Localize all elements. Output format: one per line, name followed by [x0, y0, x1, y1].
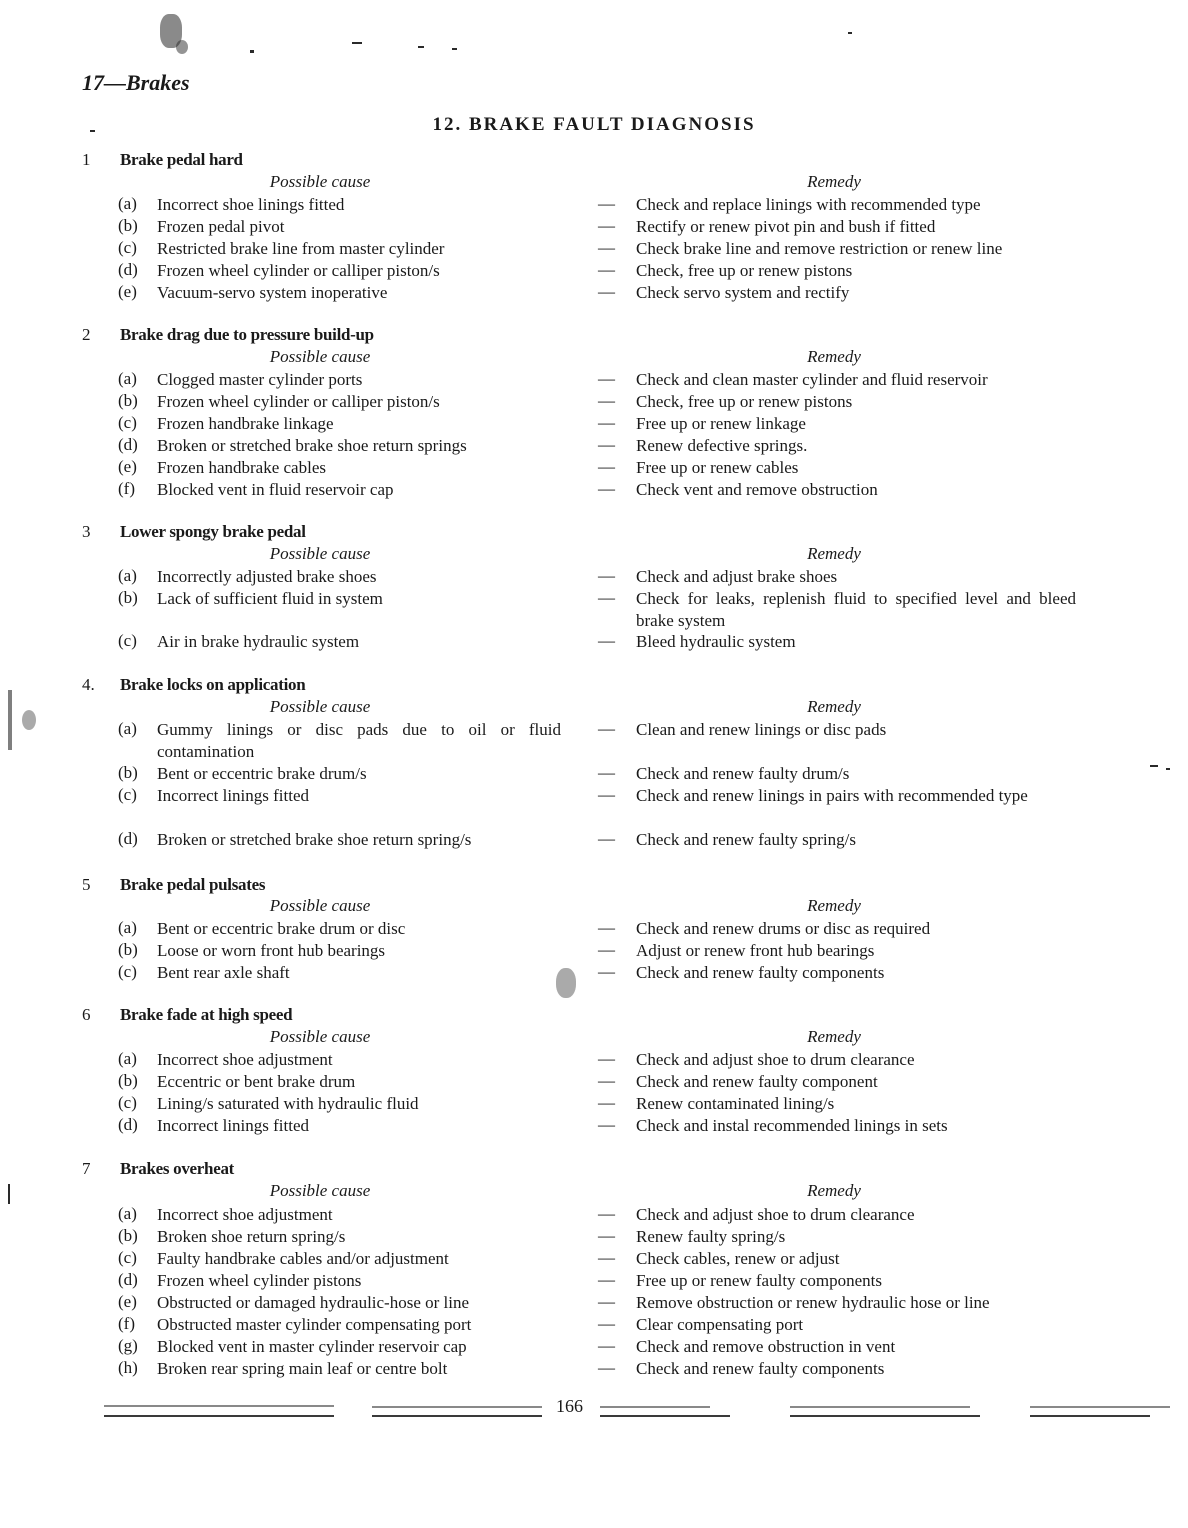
item-dash: —	[598, 1115, 615, 1134]
item-remedy: Check and clean master cylinder and fluid reservoir	[636, 370, 988, 389]
item-letter: (c)	[118, 631, 137, 650]
item-dash: —	[598, 1336, 615, 1355]
item-letter: (c)	[118, 1093, 137, 1112]
item-dash: —	[598, 785, 615, 804]
item-cause: Broken rear spring main leaf or centre bolt	[157, 1359, 448, 1378]
fault-number: 6	[82, 1005, 91, 1024]
item-cause: Bent or eccentric brake drum or disc	[157, 919, 406, 938]
item-letter: (b)	[118, 1226, 138, 1245]
item-letter: (e)	[118, 282, 137, 301]
item-dash: —	[598, 719, 615, 738]
item-cause: Frozen wheel cylinder or calliper piston/s	[157, 261, 440, 280]
item-remedy: Rectify or renew pivot pin and bush if fitted	[636, 217, 936, 236]
item-dash: —	[598, 216, 615, 235]
item-dash: —	[598, 479, 615, 498]
item-letter: (c)	[118, 1248, 137, 1267]
item-cause: Air in brake hydraulic system	[157, 632, 360, 651]
fault-number: 7	[82, 1159, 91, 1178]
item-dash: —	[598, 457, 615, 476]
item-remedy: Check and adjust shoe to drum clearance	[636, 1050, 915, 1069]
item-dash: —	[598, 369, 615, 388]
item-dash: —	[598, 588, 615, 607]
item-dash: —	[598, 940, 615, 959]
item-remedy: Check and renew faulty components	[636, 1359, 885, 1378]
item-remedy: Free up or renew faulty components	[636, 1271, 882, 1290]
fault-number: 3	[82, 522, 91, 541]
item-letter: (b)	[118, 1071, 138, 1090]
item-letter: (g)	[118, 1336, 138, 1355]
item-cause: Restricted brake line from master cylinder	[157, 239, 445, 258]
section-title: 12. BRAKE FAULT DIAGNOSIS	[432, 114, 756, 135]
item-dash: —	[598, 282, 615, 301]
item-letter: (b)	[118, 763, 138, 782]
item-letter: (b)	[118, 588, 138, 607]
remedy-label: Remedy	[807, 347, 861, 366]
item-remedy: Check brake line and remove restriction or renew line	[636, 239, 1003, 258]
item-cause: Clogged master cylinder ports	[157, 370, 363, 389]
item-dash: —	[598, 1226, 615, 1245]
possible-cause-label: Possible cause	[269, 697, 371, 716]
item-cause: Frozen handbrake cables	[157, 458, 326, 477]
item-remedy: Clean and renew linings or disc pads	[636, 720, 887, 739]
item-remedy: Adjust or renew front hub bearings	[636, 941, 875, 960]
item-cause: Lack of sufficient fluid in system	[157, 589, 383, 608]
fault-number: 2	[82, 325, 91, 344]
item-letter: (a)	[118, 719, 137, 738]
item-dash: —	[598, 962, 615, 981]
possible-cause-label: Possible cause	[269, 544, 371, 563]
item-cause: Incorrect shoe adjustment	[157, 1050, 333, 1069]
possible-cause-label: Possible cause	[269, 1027, 371, 1046]
item-letter: (a)	[118, 566, 137, 585]
item-dash: —	[598, 1292, 615, 1311]
fault-title: Brake pedal hard	[120, 150, 243, 169]
item-remedy: Check and renew drums or disc as required	[636, 919, 931, 938]
item-cause: Bent rear axle shaft	[157, 963, 290, 982]
item-letter: (d)	[118, 435, 138, 454]
item-remedy: Renew contaminated lining/s	[636, 1094, 835, 1113]
item-letter: (a)	[118, 1049, 137, 1068]
item-remedy: Check and renew faulty drum/s	[636, 764, 850, 783]
item-dash: —	[598, 238, 615, 257]
item-letter: (c)	[118, 962, 137, 981]
item-cause: Frozen wheel cylinder or calliper piston/s	[157, 392, 440, 411]
item-remedy: Check, free up or renew pistons	[636, 392, 853, 411]
item-letter: (f)	[118, 479, 135, 498]
item-dash: —	[598, 1248, 615, 1267]
item-letter: (a)	[118, 194, 137, 213]
remedy-label: Remedy	[807, 1027, 861, 1046]
item-remedy: Check and replace linings with recommended type	[636, 195, 981, 214]
item-remedy: Free up or renew linkage	[636, 414, 806, 433]
item-dash: —	[598, 435, 615, 454]
item-cause: Incorrect shoe linings fitted	[157, 195, 345, 214]
item-remedy: Check cables, renew or adjust	[636, 1249, 840, 1268]
possible-cause-label: Possible cause	[269, 1181, 371, 1200]
item-cause: Eccentric or bent brake drum	[157, 1072, 356, 1091]
item-cause: Vacuum-servo system inoperative	[157, 283, 388, 302]
item-cause: Loose or worn front hub bearings	[157, 941, 386, 960]
item-dash: —	[598, 260, 615, 279]
item-dash: —	[598, 413, 615, 432]
item-remedy: Free up or renew cables	[636, 458, 799, 477]
item-dash: —	[598, 829, 615, 848]
item-remedy: Check and renew faulty spring/s	[636, 830, 856, 849]
fault-title: Brake drag due to pressure build-up	[120, 325, 374, 344]
item-letter: (a)	[118, 369, 137, 388]
item-cause: Broken or stretched brake shoe return springs	[157, 436, 467, 455]
fault-number: 5	[82, 875, 91, 894]
remedy-label: Remedy	[807, 544, 861, 563]
item-letter: (c)	[118, 413, 137, 432]
item-cause: Bent or eccentric brake drum/s	[157, 764, 367, 783]
item-letter: (e)	[118, 1292, 137, 1311]
item-cause: Broken shoe return spring/s	[157, 1227, 346, 1246]
item-remedy: Remove obstruction or renew hydraulic hose or line	[636, 1293, 990, 1312]
item-letter: (a)	[118, 1204, 137, 1223]
item-remedy: Check and remove obstruction in vent	[636, 1337, 896, 1356]
item-dash: —	[598, 194, 615, 213]
item-cause: Obstructed master cylinder compensating port	[157, 1315, 472, 1334]
item-dash: —	[598, 1204, 615, 1223]
item-dash: —	[598, 1358, 615, 1377]
fault-title: Brake fade at high speed	[120, 1005, 293, 1024]
item-cause: Broken or stretched brake shoe return spring/s	[157, 830, 472, 849]
fault-number: 4.	[82, 675, 95, 694]
item-remedy: Renew faulty spring/s	[636, 1227, 786, 1246]
item-dash: —	[598, 391, 615, 410]
item-dash: —	[598, 631, 615, 650]
item-letter: (c)	[118, 785, 137, 804]
item-letter: (d)	[118, 1115, 138, 1134]
fault-number: 1	[82, 150, 91, 169]
item-dash: —	[598, 1270, 615, 1289]
item-dash: —	[598, 1049, 615, 1068]
item-letter: (a)	[118, 918, 137, 937]
possible-cause-label: Possible cause	[269, 896, 371, 915]
remedy-label: Remedy	[807, 697, 861, 716]
item-letter: (b)	[118, 391, 138, 410]
item-letter: (d)	[118, 829, 138, 848]
item-cause: Incorrect linings fitted	[157, 786, 310, 805]
item-cause: Gummy linings or disc pads due to oil or fluid contamination	[157, 720, 561, 761]
item-remedy: Check for leaks, replenish fluid to specified level and bleed brake system	[636, 589, 1076, 630]
item-letter: (c)	[118, 238, 137, 257]
item-cause: Lining/s saturated with hydraulic fluid	[157, 1094, 419, 1113]
item-cause: Faulty handbrake cables and/or adjustment	[157, 1249, 449, 1268]
item-letter: (b)	[118, 216, 138, 235]
item-remedy: Check and adjust shoe to drum clearance	[636, 1205, 915, 1224]
item-dash: —	[598, 1071, 615, 1090]
page-number: 166	[556, 1396, 583, 1416]
fault-title: Brake pedal pulsates	[120, 875, 266, 894]
remedy-label: Remedy	[807, 172, 861, 191]
item-letter: (d)	[118, 1270, 138, 1289]
item-cause: Obstructed or damaged hydraulic-hose or line	[157, 1293, 470, 1312]
item-cause: Blocked vent in fluid reservoir cap	[157, 480, 394, 499]
item-dash: —	[598, 918, 615, 937]
item-dash: —	[598, 1093, 615, 1112]
item-remedy: Check vent and remove obstruction	[636, 480, 878, 499]
item-dash: —	[598, 566, 615, 585]
possible-cause-label: Possible cause	[269, 172, 371, 191]
item-cause: Incorrect linings fitted	[157, 1116, 310, 1135]
fault-title: Brake locks on application	[120, 675, 306, 694]
item-remedy: Check and instal recommended linings in sets	[636, 1116, 948, 1135]
item-cause: Frozen wheel cylinder pistons	[157, 1271, 362, 1290]
item-remedy: Check and renew faulty components	[636, 963, 885, 982]
item-cause: Incorrect shoe adjustment	[157, 1205, 333, 1224]
fault-title: Lower spongy brake pedal	[120, 522, 306, 541]
item-dash: —	[598, 1314, 615, 1333]
item-cause: Frozen handbrake linkage	[157, 414, 334, 433]
chapter-header: 17—Brakes	[82, 70, 190, 95]
item-remedy: Check and renew faulty component	[636, 1072, 878, 1091]
item-cause: Incorrectly adjusted brake shoes	[157, 567, 377, 586]
possible-cause-label: Possible cause	[269, 347, 371, 366]
item-cause: Frozen pedal pivot	[157, 217, 285, 236]
item-letter: (e)	[118, 457, 137, 476]
remedy-label: Remedy	[807, 1181, 861, 1200]
item-cause: Blocked vent in master cylinder reservoir cap	[157, 1337, 467, 1356]
item-dash: —	[598, 763, 615, 782]
item-remedy: Renew defective springs.	[636, 436, 808, 455]
item-remedy: Check and renew linings in pairs with recommended type	[636, 786, 1028, 805]
item-remedy: Check servo system and rectify	[636, 283, 850, 302]
item-remedy: Check and adjust brake shoes	[636, 567, 838, 586]
item-remedy: Check, free up or renew pistons	[636, 261, 853, 280]
item-remedy: Bleed hydraulic system	[636, 632, 796, 651]
item-remedy: Clear compensating port	[636, 1315, 804, 1334]
item-letter: (b)	[118, 940, 138, 959]
item-letter: (d)	[118, 260, 138, 279]
item-letter: (h)	[118, 1358, 138, 1377]
fault-title: Brakes overheat	[120, 1159, 235, 1178]
item-letter: (f)	[118, 1314, 135, 1333]
remedy-label: Remedy	[807, 896, 861, 915]
